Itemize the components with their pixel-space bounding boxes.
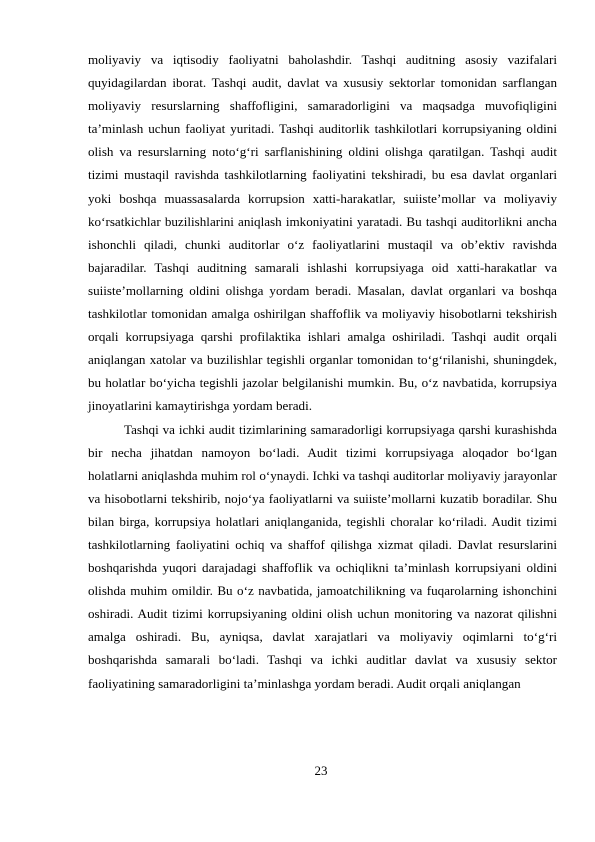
page-number: 23	[314, 763, 328, 778]
paragraph-external-audit: moliyaviy va iqtisodiy faoliyatni baholashdir. Tashqi auditning asosiy vazifalari quyidagilardan iborat. Tashqi audit, davlat va xususiy sektorlar tomonidan sarflangan moliyaviy resurslarning shaffofligini, samaradorligini va maqsadga muvofiqligini taʼminlash uchun faoliyat yuritadi. Tashqi auditorlik tashkilotlari korrupsiyaning oldini olish va resurslarning notoʻgʻri sarflanishining oldini olishga qaratilgan. Tashqi audit tizimi mustaqil ravishda tashkilotlarning faoliyatini tekshiradi, bu esa davlat organlari yoki boshqa muassasalarda korrupsion xatti-harakatlar, suiisteʼmollar va moliyaviy koʻrsatkichlar buzilishlarini aniqlash imkoniyatini yaratadi. Bu tashqi auditorlikni ancha ishonchli qiladi, chunki auditorlar oʻz faoliyatlarini mustaqil va obʼektiv ravishda bajaradilar. Tashqi auditning samarali ishlashi korrupsiyaga oid xatti-harakatlar va suiisteʼmollarning oldini olishga yordam beradi. Masalan, davlat organlari va boshqa tashkilotlar tomonidan amalga oshirilgan shaffoflik va moliyaviy hisobotlarni tekshirish orqali korrupsiyaga qarshi profilaktika ishlari amalga oshiriladi. Tashqi audit orqali aniqlangan xatolar va buzilishlar tegishli organlar tomonidan toʻgʻrilanishi, shuningdek, bu holatlar boʻyicha tegishli jazolar belgilanishi mumkin. Bu, oʻz navbatida, korrupsiya jinoyatlarini kamaytirishga yordam beradi.	[88, 52, 557, 414]
document-page	[88, 48, 557, 695]
paragraph-audit-effectiveness: Tashqi va ichki audit tizimlarining samaradorligi korrupsiyaga qarshi kurashishda bir necha jihatdan namoyon boʻladi. Audit tizimi korrupsiyaga aloqador boʻlgan holatlarni aniqlashda muhim rol oʻynaydi. Ichki va tashqi auditorlar moliyaviy jarayonlar va hisobotlarni tekshirib, nojoʻya faoliyatlarni va suiisteʼmollarni kuzatib boradilar. Shu bilan birga, korrupsiya holatlari aniqlanganida, tegishli choralar koʻriladi. Audit tizimi tashkilotlarning faoliyatini ochiq va shaffof qilishga xizmat qiladi. Davlat resurslarini boshqarishda yuqori darajadagi shaffoflik va ochiqlikni taʼminlash korrupsiyani oldini olishda muhim omildir. Bu oʻz navbatida, jamoatchilikning va fuqarolarning ishonchini oshiradi. Audit tizimi korrupsiyaning oldini olish uchun monitoring va nazorat qilishni amalga oshiradi. Bu, ayniqsa, davlat xarajatlari va moliyaviy oqimlarni toʻgʻri boshqarishda samarali boʻladi. Tashqi va ichki auditlar davlat va xususiy sektor faoliyatining samaradorligini taʼminlashga yordam beradi. Audit orqali aniqlangan	[88, 421, 557, 691]
